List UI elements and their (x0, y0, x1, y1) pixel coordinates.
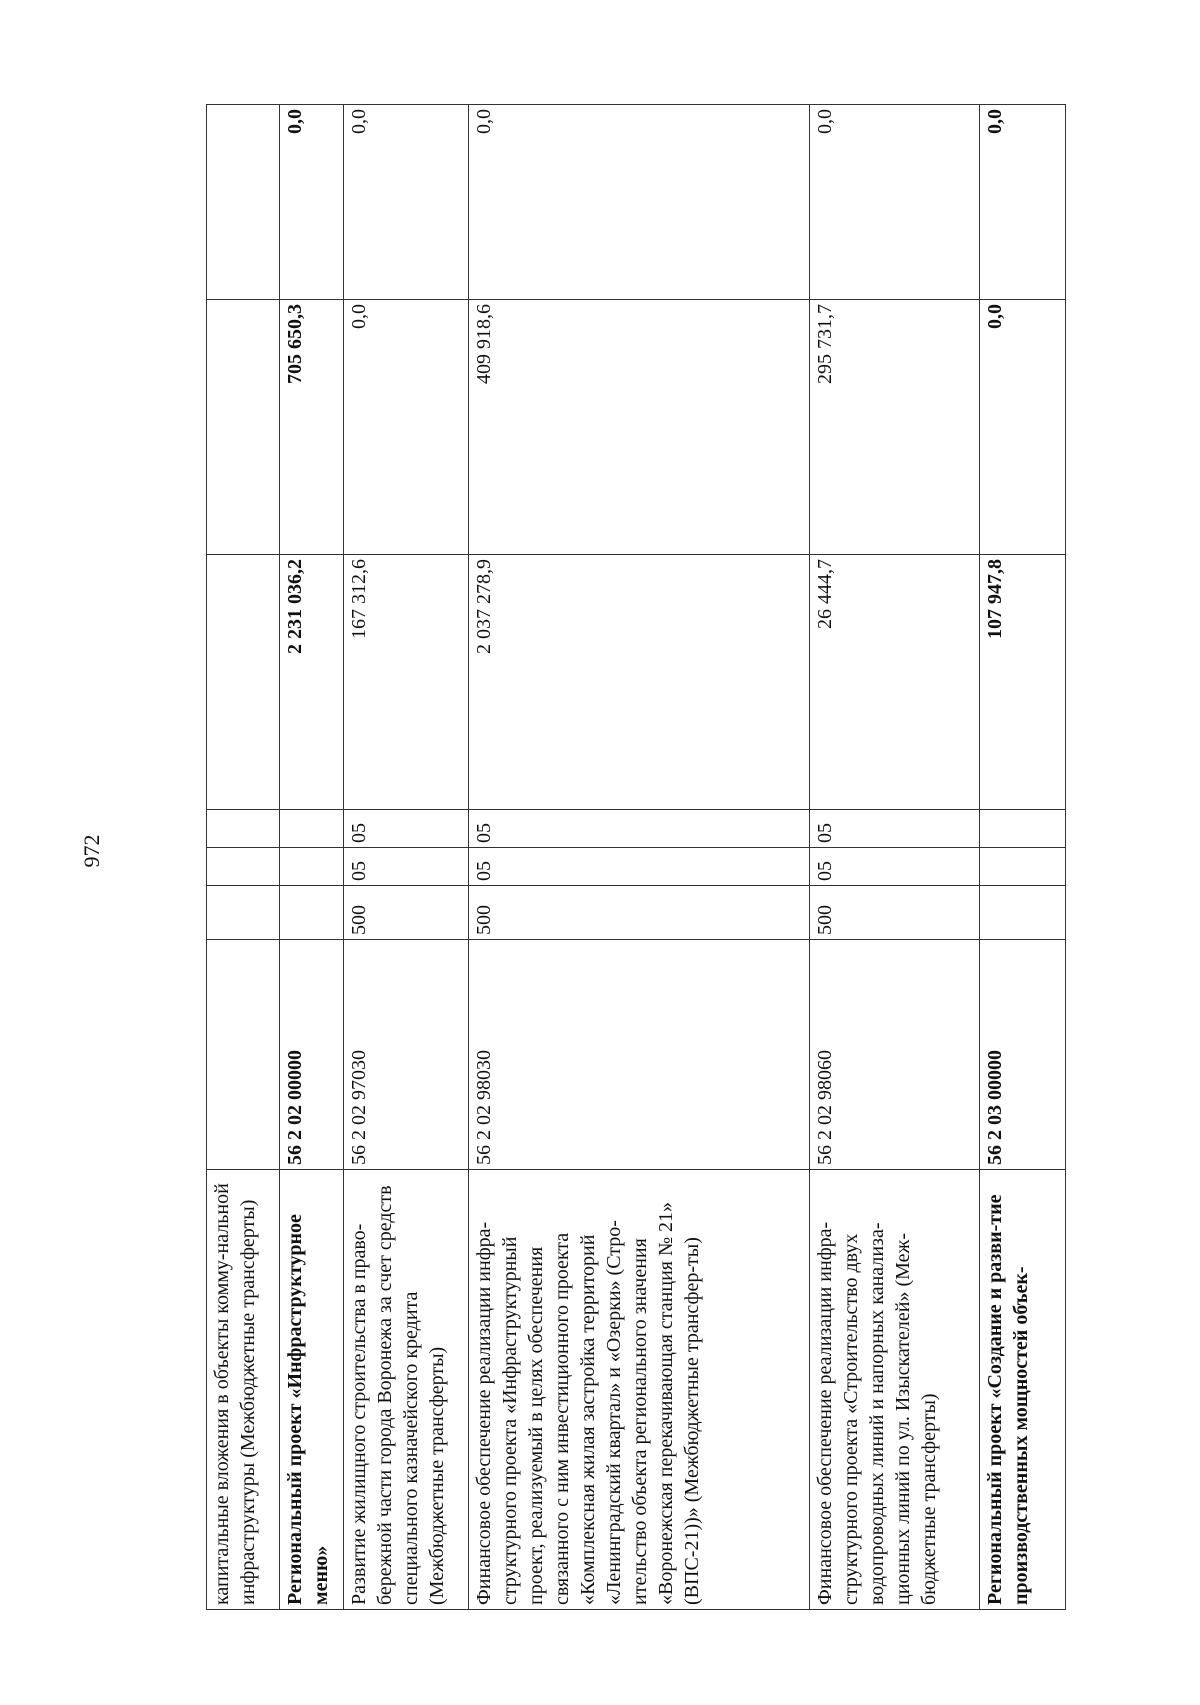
row-value-2: 705 650,3 (279, 300, 344, 555)
table-row (279, 105, 344, 1610)
row-expense-type (207, 886, 280, 940)
row-subsection (279, 810, 344, 848)
row-description: Региональный проект «Создание и разви-тие производственных мощностей объек- (979, 1170, 1065, 1610)
row-description: Региональный проект «Инфраструктурное меню» (279, 1170, 344, 1610)
row-value-3 (207, 105, 280, 300)
row-expense-type: 500 (809, 886, 979, 940)
row-subsection: 05 (469, 810, 809, 848)
row-expense-type (979, 886, 1065, 940)
row-value-3: 0,0 (809, 105, 979, 300)
row-value-2: 0,0 (344, 300, 469, 555)
row-value-1: 107 947,8 (979, 555, 1065, 810)
row-section (279, 848, 344, 886)
row-value-3: 0,0 (469, 105, 809, 300)
row-expense-type: 500 (469, 886, 809, 940)
row-section: 05 (344, 848, 469, 886)
row-expense-type: 500 (344, 886, 469, 940)
row-description: Финансовое обеспечение реализации инфра-структурного проекта «Строительство двух водопроводных линий и напорных канализа-ционных линий по ул. Изыскателей» (Меж-бюджетные трансферты) (809, 1170, 979, 1610)
budget-table (206, 105, 1066, 1610)
row-section (207, 848, 280, 886)
row-code: 56 2 02 97030 (344, 940, 469, 1170)
row-subsection (979, 810, 1065, 848)
row-description: Развитие жилищного строительства в право-бережной части города Воронежа за счет средств специального казначейского кредита (Межбюджетные трансферты) (344, 1170, 469, 1610)
table-row (809, 105, 979, 1610)
row-value-3: 0,0 (279, 105, 344, 300)
row-description: Финансовое обеспечение реализации инфра-структурного проекта «Инфраструктурный проект, реализуемый в целях обеспечения связанного с ним инвестиционного проекта «Комплексная жилая застройка территорий «Ленинградский квартал» и «Озерки» (Стро-ительство объекта регионального значения «Воронежская перекачивающая станция № 21» (ВПС-21))» (Межбюджетные трансфер-ты) (469, 1170, 809, 1610)
table-row (344, 105, 469, 1610)
row-value-3: 0,0 (344, 105, 469, 300)
row-value-2: 0,0 (979, 300, 1065, 555)
row-code: 56 2 02 00000 (279, 940, 344, 1170)
row-value-3: 0,0 (979, 105, 1065, 300)
table-row (207, 105, 280, 1610)
row-value-1: 167 312,6 (344, 555, 469, 810)
row-value-2 (207, 300, 280, 555)
row-description: капитальные вложения в объекты комму-нальной инфраструктуры (Межбюджетные трансферты) (207, 1170, 280, 1610)
row-code (207, 940, 280, 1170)
table-row (469, 105, 809, 1610)
row-value-1 (207, 555, 280, 810)
row-value-1: 2 231 036,2 (279, 555, 344, 810)
row-code: 56 2 02 98030 (469, 940, 809, 1170)
row-section: 05 (809, 848, 979, 886)
row-value-1: 2 037 278,9 (469, 555, 809, 810)
row-section (979, 848, 1065, 886)
row-subsection: 05 (344, 810, 469, 848)
page-number: 972 (79, 834, 104, 868)
row-subsection (207, 810, 280, 848)
table-row (979, 105, 1065, 1610)
row-subsection: 05 (809, 810, 979, 848)
row-value-2: 409 918,6 (469, 300, 809, 555)
row-code: 56 2 02 98060 (809, 940, 979, 1170)
row-value-2: 295 731,7 (809, 300, 979, 555)
row-section: 05 (469, 848, 809, 886)
row-expense-type (279, 886, 344, 940)
row-code: 56 2 03 00000 (979, 940, 1065, 1170)
row-value-1: 26 444,7 (809, 555, 979, 810)
